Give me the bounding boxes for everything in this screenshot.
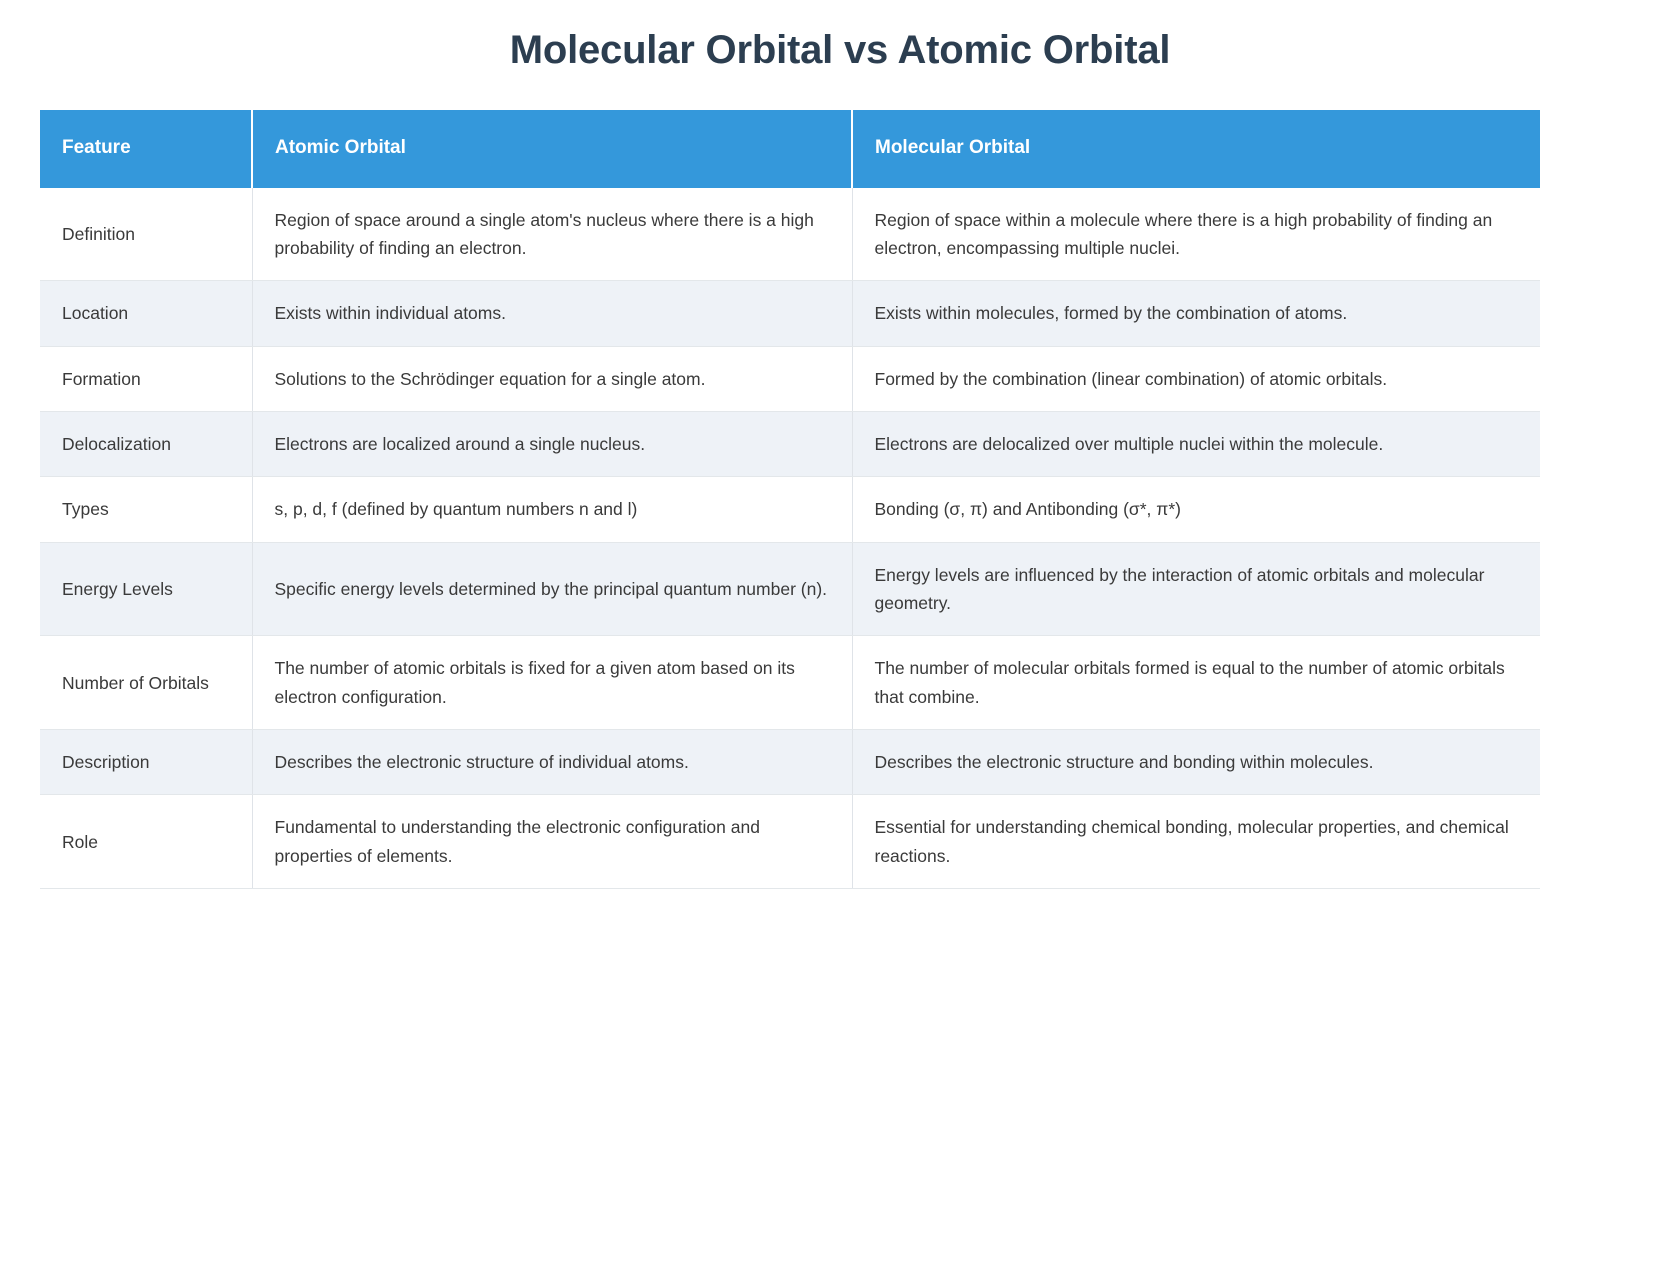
table-row — [40, 412, 1540, 477]
table-row — [40, 730, 1540, 795]
cell-molecular-orbital: Describes the electronic structure and bonding within molecules. — [852, 730, 1540, 795]
page-title: Molecular Orbital vs Atomic Orbital — [509, 28, 1171, 72]
cell-feature: Types — [40, 477, 252, 542]
cell-feature: Formation — [40, 346, 252, 411]
cell-feature: Location — [40, 281, 252, 346]
comparison-table — [40, 110, 1540, 889]
table-header — [40, 110, 1540, 188]
table-header-row — [40, 110, 1540, 188]
cell-molecular-orbital: Formed by the combination (linear combination) of atomic orbitals. — [852, 346, 1540, 411]
cell-atomic-orbital: Exists within individual atoms. — [252, 281, 852, 346]
cell-atomic-orbital: Region of space around a single atom's nucleus where there is a high probability of finding an electron. — [252, 188, 852, 281]
table-row — [40, 188, 1540, 281]
table-body — [40, 188, 1540, 889]
cell-feature: Description — [40, 730, 252, 795]
cell-atomic-orbital: s, p, d, f (defined by quantum numbers n and l) — [252, 477, 852, 542]
cell-molecular-orbital: Energy levels are influenced by the interaction of atomic orbitals and molecular geometry. — [852, 542, 1540, 636]
cell-molecular-orbital: Electrons are delocalized over multiple nuclei within the molecule. — [852, 412, 1540, 477]
table-row — [40, 542, 1540, 636]
cell-molecular-orbital: Bonding (σ, π) and Antibonding (σ*, π*) — [852, 477, 1540, 542]
cell-molecular-orbital: Region of space within a molecule where there is a high probability of finding an electron, encompassing multiple nuclei. — [852, 188, 1540, 281]
column-header-atomic-orbital: Atomic Orbital — [252, 110, 852, 188]
table-row — [40, 346, 1540, 411]
table-row — [40, 636, 1540, 730]
comparison-table-container — [40, 110, 1540, 889]
cell-feature: Role — [40, 795, 252, 889]
table-row — [40, 795, 1540, 889]
table-row — [40, 477, 1540, 542]
cell-atomic-orbital: Specific energy levels determined by the principal quantum number (n). — [252, 542, 852, 636]
cell-molecular-orbital: Exists within molecules, formed by the combination of atoms. — [852, 281, 1540, 346]
cell-atomic-orbital: Fundamental to understanding the electronic configuration and properties of elements. — [252, 795, 852, 889]
column-header-molecular-orbital: Molecular Orbital — [852, 110, 1540, 188]
cell-atomic-orbital: Electrons are localized around a single nucleus. — [252, 412, 852, 477]
cell-molecular-orbital: Essential for understanding chemical bonding, molecular properties, and chemical reactions. — [852, 795, 1540, 889]
cell-atomic-orbital: Solutions to the Schrödinger equation for a single atom. — [252, 346, 852, 411]
cell-feature: Delocalization — [40, 412, 252, 477]
cell-feature: Number of Orbitals — [40, 636, 252, 730]
cell-feature: Energy Levels — [40, 542, 252, 636]
cell-atomic-orbital: The number of atomic orbitals is fixed for a given atom based on its electron configuration. — [252, 636, 852, 730]
cell-feature: Definition — [40, 188, 252, 281]
column-header-feature: Feature — [40, 110, 252, 188]
cell-molecular-orbital: The number of molecular orbitals formed is equal to the number of atomic orbitals that combine. — [852, 636, 1540, 730]
cell-atomic-orbital: Describes the electronic structure of individual atoms. — [252, 730, 852, 795]
table-row — [40, 281, 1540, 346]
